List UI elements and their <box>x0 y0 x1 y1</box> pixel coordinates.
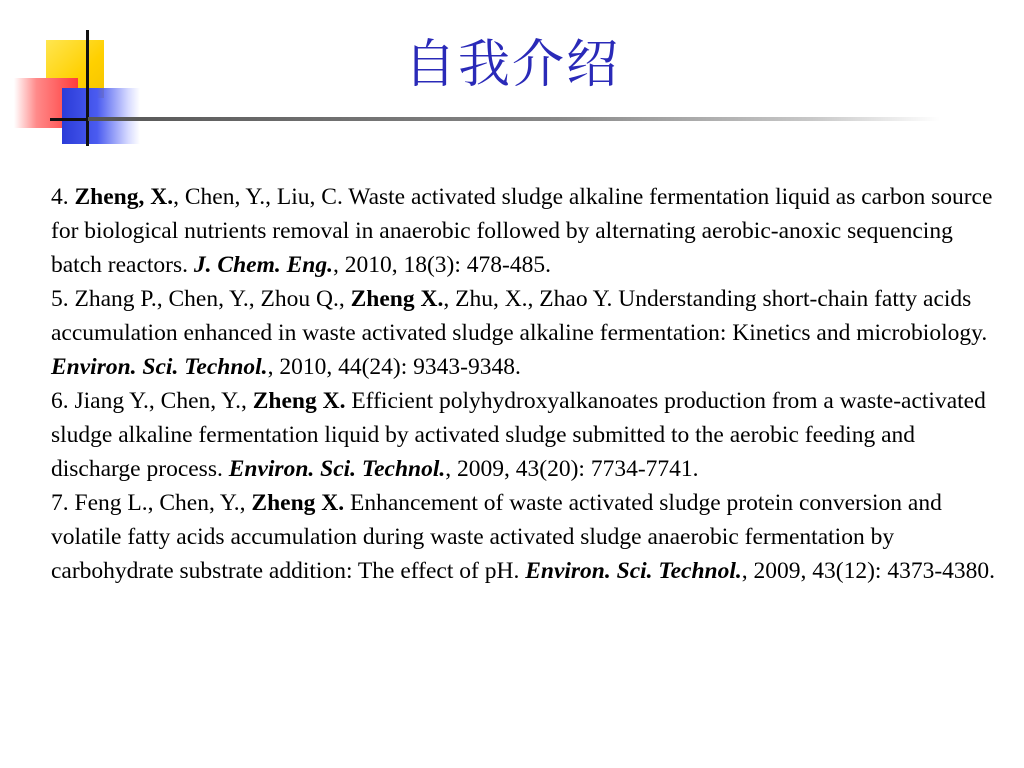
reference-number: 4. <box>51 184 75 210</box>
reference-citation: , 2010, 18(3): 478-485. <box>332 252 551 278</box>
reference-citation: , 2010, 44(24): 9343-9348. <box>267 354 521 380</box>
reference-number: 5. <box>51 286 75 312</box>
reference-authors: Zhang P., Chen, Y., Zhou Q., <box>74 286 351 312</box>
reference-citation: , 2009, 43(20): 7734-7741. <box>445 456 699 482</box>
highlighted-author: Zheng X. <box>350 286 444 312</box>
reference-title: Enhancement of waste activated sludge protein conversion and volatile fatty acids accumulation during waste activated sludge anaerobic fermentation by carbohydrate substrate addition: The effect of pH. <box>51 490 942 584</box>
reference-authors: Jiang Y., Chen, Y., <box>74 388 253 414</box>
reference-item-7 <box>51 486 996 588</box>
reference-item-6 <box>51 384 996 486</box>
reference-list <box>51 180 996 588</box>
reference-title: Efficient polyhydroxyalkanoates production from a waste-activated sludge alkaline fermentation liquid by activated sludge submitted to the aerobic feeding and discharge process. <box>51 388 986 482</box>
reference-number: 7. <box>51 490 75 516</box>
highlighted-author: Zheng X. <box>251 490 345 516</box>
slide-title: 自我介绍 <box>403 35 620 95</box>
reference-item-4 <box>51 180 996 282</box>
logo-horizontal-line <box>50 118 90 121</box>
reference-citation: , 2009, 43(12): 4373-4380. <box>741 558 996 584</box>
reference-title: Understanding short-chain fatty acids accumulation enhanced in waste activated sludge alkaline fermentation: Kinetics and microbiology. <box>51 286 988 346</box>
reference-journal: Environ. Sci. Technol. <box>228 456 446 482</box>
title-underline <box>88 117 940 121</box>
reference-title: Waste activated sludge alkaline fermentation liquid as carbon source for biological nutrients removal in anaerobic followed by alternating aerobic-anoxic sequencing batch reactors. <box>51 184 993 278</box>
reference-journal: Environ. Sci. Technol. <box>525 558 742 584</box>
reference-authors: , Chen, Y., Liu, C. <box>173 184 349 210</box>
highlighted-author: Zheng X. <box>252 388 346 414</box>
reference-authors: Feng L., Chen, Y., <box>74 490 252 516</box>
reference-number: 6. <box>51 388 75 414</box>
reference-journal: Environ. Sci. Technol. <box>51 354 268 380</box>
highlighted-author: Zheng, X. <box>74 184 174 210</box>
reference-authors: , Zhu, X., Zhao Y. <box>443 286 619 312</box>
reference-item-5 <box>51 282 996 384</box>
reference-journal: J. Chem. Eng. <box>193 252 333 278</box>
